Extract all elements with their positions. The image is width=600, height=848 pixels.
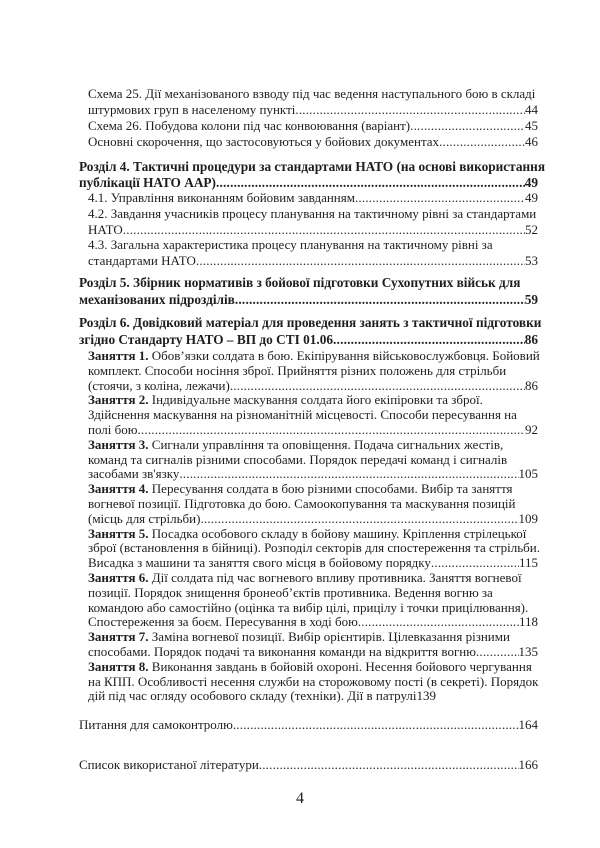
toc-entry-last-line — [88, 222, 538, 238]
toc-entry-line — [79, 159, 546, 175]
toc-entry-line — [88, 630, 538, 645]
toc-lesson — [88, 482, 538, 526]
toc-entry-text: згідно Стандарту НАТО – ВП до СТІ 01.06 — [79, 331, 334, 347]
toc-lesson — [88, 630, 538, 660]
toc-entry-text: Посадка особового складу в бойову машину. Кріплення стрілецької — [148, 525, 527, 541]
toc-entry-text: вогневої позиції. Підготовка до бою. Самоокопування та маскування позицій — [88, 495, 516, 511]
toc-page-number: 92 — [525, 421, 538, 437]
toc-page-number: 46 — [525, 134, 538, 149]
toc-entry-text: Пересування солдата в бою різними способами. Вибір та заняття — [148, 481, 513, 497]
toc-lesson — [88, 660, 538, 704]
toc-entry-figure — [88, 134, 538, 150]
dot-leader — [439, 134, 525, 150]
toc-entry-line — [79, 275, 538, 292]
toc-entry-line — [88, 601, 538, 616]
toc-entry-text: Індивідуальне маскування солдата його екіпіровки та зброї. — [148, 392, 483, 408]
dot-leader — [235, 292, 525, 309]
dot-leader — [233, 717, 519, 733]
toc-page-number: 105 — [518, 466, 538, 482]
toc-entry-text: Дії солдата під час вогневого впливу противника. Заняття вогневої — [148, 569, 522, 585]
toc-entry-line — [88, 586, 538, 601]
toc-entry-text: (стоячи, з коліна, лежачи) — [88, 377, 230, 393]
toc-entry-last-line — [79, 292, 538, 309]
toc-entry-last-line — [88, 467, 538, 482]
toc-page-number: 44 — [525, 102, 538, 117]
toc-entry-last-line — [88, 379, 538, 394]
toc-entry-text: Спостереження за боєм. Пересування в ході бою — [88, 614, 358, 630]
toc-page-number: 115 — [518, 555, 538, 571]
toc-lesson — [88, 393, 538, 437]
toc-entry-line — [88, 408, 538, 423]
toc-entry-line — [88, 364, 538, 379]
toc-entry-last-line — [88, 556, 538, 571]
dot-leader — [355, 190, 525, 206]
toc-entry-text: Список використаної літератури — [79, 757, 259, 772]
toc-page-number: 49 — [524, 175, 538, 190]
toc-entry-text: зброї (встановлення в бійниці). Розподіл секторів для спостереження та стрільби. — [88, 540, 540, 556]
toc-entry-text: Питання для самоконтролю — [79, 717, 233, 732]
toc-entry-last-line — [88, 645, 538, 660]
dot-leader — [333, 332, 525, 349]
toc-entry-last-line — [88, 689, 538, 704]
toc-entry-text: Висадка з машини та заняття свого місця в бойовому порядку — [88, 555, 431, 571]
dot-leader — [230, 379, 525, 394]
toc-self-check — [79, 717, 538, 733]
lesson-label: Заняття 1. — [88, 348, 149, 363]
toc-entry-last-line — [88, 134, 538, 150]
toc-entry-text: способами. Порядок подачі та виконання команди на відкриття вогню — [88, 643, 476, 659]
toc-entry-text: команд та сигналів різними способами. Порядок передачі команд і сигналів — [88, 451, 508, 467]
toc-entry-last-line — [88, 118, 538, 134]
toc-entry-figure — [88, 86, 538, 118]
toc-entry-text: засобами зв'язку — [88, 466, 180, 482]
toc-entry-line — [88, 482, 538, 497]
toc-references — [79, 757, 538, 773]
dot-leader — [410, 118, 525, 134]
toc-entry-text: публікації НАТО ААР) — [79, 175, 216, 190]
toc-entry-line — [88, 453, 538, 468]
toc-entry-line — [88, 438, 538, 453]
toc-entry-text: командою або самостійно (оцінка та вибір цілі, прицілу і точки прицілювання). — [88, 599, 529, 615]
toc-entry-last-line — [88, 253, 538, 269]
toc-entry-line — [88, 675, 538, 690]
lesson-label: Заняття 4. — [88, 481, 149, 497]
toc-entry-line — [88, 349, 538, 364]
toc-entry-text: 4.3. Загальна характеристика процесу планування на тактичному рівні за — [88, 237, 493, 252]
toc-entry-line — [88, 206, 538, 222]
dot-leader — [259, 757, 519, 773]
toc-entry-line — [88, 393, 538, 408]
toc-section-5 — [79, 275, 538, 308]
toc-page-number: 53 — [525, 252, 538, 268]
toc-entry-last-line — [79, 717, 538, 733]
toc-entry-text: Схема 26. Побудова колони під час конвоювання (варіант) — [88, 118, 411, 133]
toc-entry-text: Сигнали управління та оповіщення. Подача сигнальних жестів, — [148, 436, 504, 452]
toc-entry-last-line — [88, 512, 538, 527]
toc-lesson — [88, 438, 538, 482]
dot-leader — [476, 645, 519, 660]
toc-entry-text: штурмових груп в населеному пункті — [88, 102, 296, 117]
toc-entry-line — [88, 497, 538, 512]
toc-entry-text: Виконання завдань в бойовій охороні. Несення бойового чергування — [148, 658, 532, 674]
toc-entry-text: позиції. Порядок знищення бронеоб’єктів противника. Ведення вогню за — [88, 584, 493, 600]
toc-entry-last-line — [88, 190, 538, 206]
toc-entry-text: полі бою — [88, 421, 138, 437]
toc-lesson — [88, 571, 538, 630]
toc-entry-text: стандартами НАТО — [88, 252, 196, 268]
toc-page-number: 52 — [525, 221, 538, 237]
dot-leader — [123, 222, 525, 238]
toc-entry-text: механізованих підрозділів — [79, 291, 235, 307]
toc-page-number: 164 — [518, 717, 538, 732]
lesson-label: Заняття 8. — [88, 658, 149, 674]
toc-page-number: 135 — [518, 643, 538, 659]
dot-leader — [137, 423, 525, 438]
toc-entry-text: Розділ 5. Збірник нормативів з бойової підготовки Сухопутних військ для — [79, 275, 521, 290]
toc-section-6 — [79, 315, 542, 348]
page-number: 4 — [296, 790, 304, 807]
dot-leader — [295, 102, 525, 118]
toc-entry-text: на КПП. Особливості несення служби на сторожовому пості (в секреті). Порядок — [88, 673, 539, 689]
toc-entry-last-line — [88, 423, 538, 438]
toc-entry-last-line — [79, 757, 538, 773]
toc-entry-figure — [88, 118, 538, 134]
toc-entry-last-line — [79, 175, 538, 191]
toc-entry-text: НАТО — [88, 221, 123, 237]
toc-lesson — [88, 527, 538, 571]
toc-entry-text: комплект. Способи носіння зброї. Прийняття різних положень для стрільби — [88, 362, 507, 378]
toc-entry-last-line — [88, 615, 538, 630]
toc-entry-text: Основні скорочення, що застосовуються у бойових документах — [88, 134, 440, 149]
toc-entry-text: Розділ 6. Довідковий матеріал для проведення занять з тактичної підготовки — [79, 315, 542, 330]
toc-entry-text: Розділ 4. Тактичні процедури за стандартами НАТО (на основі використання — [79, 159, 546, 174]
toc-entry-line — [88, 237, 538, 253]
toc-subsection — [88, 237, 538, 268]
lesson-label: Заняття 5. — [88, 525, 149, 541]
dot-leader — [196, 253, 525, 269]
dot-leader — [200, 512, 518, 527]
toc-page-number: 166 — [518, 757, 538, 772]
toc-entry-line — [79, 315, 542, 332]
lesson-label: Заняття 2. — [88, 392, 149, 408]
toc-entry-line — [88, 527, 538, 542]
dot-leader — [358, 615, 519, 630]
toc-entry-line — [88, 86, 538, 102]
dot-leader — [179, 467, 518, 482]
toc-page-number: 109 — [518, 510, 538, 526]
dot-leader — [431, 556, 519, 571]
toc-entry-text: дій під час огляду особового складу (техніки). Дії в патрулі — [88, 688, 417, 704]
toc-entry-line — [88, 571, 538, 586]
lesson-label: Заняття 3. — [88, 436, 149, 452]
toc-section-4 — [79, 159, 546, 191]
toc-entry-text: Здійснення маскування на різноманітній місцевості. Способи пересування на — [88, 407, 517, 423]
toc-entry-text: Обов’язки солдата в бою. Екіпірування військовослужбовця. Бойовий — [148, 348, 540, 363]
toc-lesson — [88, 349, 538, 393]
toc-entry-text: 4.1. Управління виконанням бойовим завданням — [88, 190, 355, 205]
toc-page-number: 86 — [524, 331, 538, 347]
toc-entry-last-line — [88, 102, 538, 118]
toc-page-number: 45 — [525, 118, 538, 133]
toc-page-number: 118 — [518, 614, 538, 630]
lesson-label: Заняття 6. — [88, 569, 149, 585]
toc-entry-last-line — [79, 332, 538, 349]
toc-entry-text: Схема 25. Дії механізованого взводу під час ведення наступального бою в складі — [88, 86, 536, 101]
toc-page-number: 59 — [524, 291, 538, 307]
toc-page-number: 86 — [525, 377, 538, 393]
toc-entry-line — [88, 541, 538, 556]
toc-page-number: 49 — [525, 190, 538, 205]
toc-entry-text: Заміна вогневої позиції. Вибір орієнтирів. Цілевказання різними — [148, 629, 510, 645]
toc-subsection — [88, 206, 538, 237]
section6-lessons — [88, 349, 538, 704]
toc-entry-text: (місць для стрільби) — [88, 510, 201, 526]
toc-subsection — [88, 190, 538, 206]
toc-page-number: 139 — [416, 688, 437, 704]
dot-leader — [216, 175, 525, 191]
toc-entry-line — [88, 660, 538, 675]
lesson-label: Заняття 7. — [88, 629, 149, 645]
toc-entry-text: 4.2. Завдання учасників процесу планування на тактичному рівні за стандартами — [88, 206, 537, 221]
